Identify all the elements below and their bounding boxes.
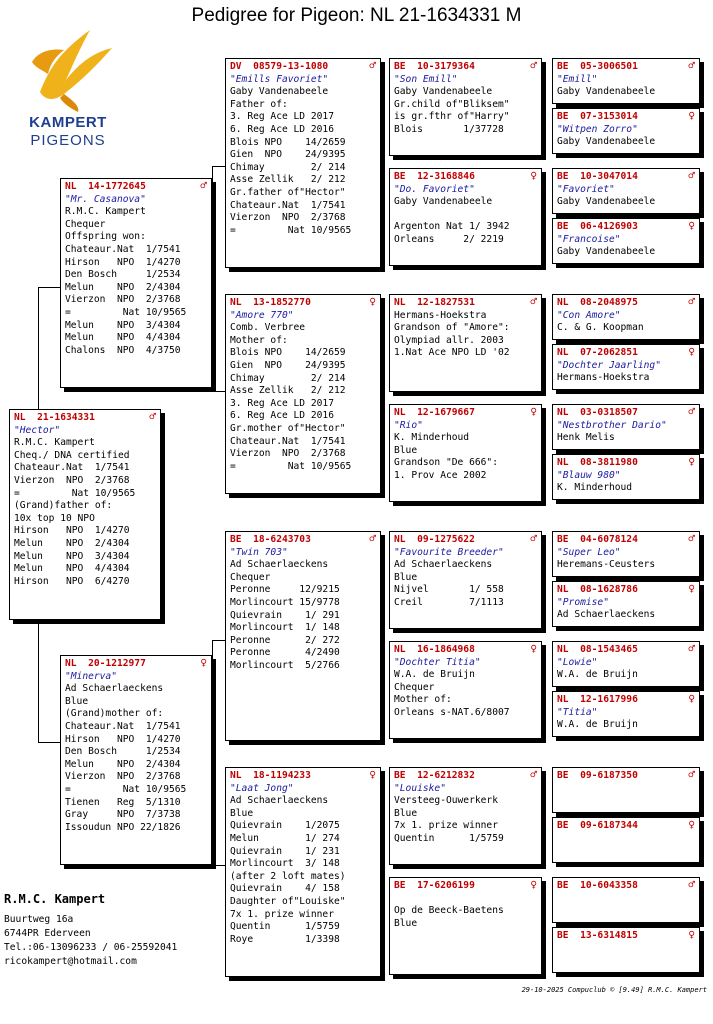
great-grandparent-card [389,404,542,502]
female-symbol-icon: ♀ [530,169,537,182]
pedigree-line: W.A. de Bruijn [394,669,475,681]
pigeon-name: "Blauw 980" [557,469,621,481]
pedigree-line: Chimay 2/ 214 [230,372,346,384]
kampert-logo [20,22,116,150]
ring-number: BE 09-6187344 [557,820,638,831]
gg-grandparent-card [552,344,700,390]
pedigree-line: Hirson NPO 1/4270 [65,256,181,268]
pedigree-line: Hermans-Hoekstra [557,372,650,384]
pedigree-line: Gaby Vandenabeele [394,86,493,98]
pedigree-line: Hermans-Hoekstra [394,309,487,321]
pigeon-name: "Favourite Breeder" [394,546,504,558]
male-symbol-icon: ♂ [688,878,695,891]
pedigree-line: = Nat 10/9565 [230,460,352,472]
pedigree-line [394,893,537,906]
ring-number: NL 07-2062851 [557,347,638,358]
pedigree-line: Creil 7/1113 [394,596,504,608]
ring-number: BE 18-6243703 [230,534,311,545]
pedigree-line: Quievrain 1/ 231 [230,845,340,857]
gg-grandparent-card [552,877,700,923]
pedigree-line: Blois NPO 14/2659 [230,347,346,359]
pedigree-line: (Grand)father of: [14,500,113,512]
pedigree-line: Op de Beeck-Baetens [394,905,504,917]
great-grandparent-card [389,767,542,865]
pedigree-line: Gaby Vandenabeele [557,246,656,258]
male-symbol-icon: ♂ [688,295,695,308]
pedigree-line: Gaby Vandenabeele [557,136,656,148]
ring-number: BE 10-3179364 [394,61,475,72]
pigeon-name: "Titia" [557,706,598,718]
gg-grandparent-card [552,817,700,863]
connector-line [38,620,39,742]
gg-grandparent-card [552,294,700,340]
pedigree-line: C. & G. Koopman [557,322,644,334]
pedigree-line: Gray NPO 7/3738 [65,809,181,821]
pedigree-line [394,209,537,222]
female-symbol-icon: ♀ [688,692,695,705]
female-symbol-icon: ♀ [688,345,695,358]
female-symbol-icon: ♀ [369,295,376,308]
pedigree-line: Roye 1/3398 [230,933,340,945]
connector-line [38,287,39,409]
ring-number: NL 08-2048975 [557,297,638,308]
pedigree-line: Ad Schaerlaeckens [230,559,329,571]
pedigree-line: Chequer [230,571,271,583]
pedigree-line: 10x top 10 NPO [14,512,95,524]
pedigree-line: Gr.mother of"Hector" [230,422,346,434]
pigeon-name: "Emills Favoriet" [230,73,329,85]
pedigree-line: Gaby Vandenabeele [230,86,329,98]
pigeon-name: "Rio" [394,419,423,431]
male-symbol-icon: ♂ [200,179,207,192]
ring-number: BE 05-3006501 [557,61,638,72]
pedigree-line: Quievrain 1/ 291 [230,609,340,621]
pedigree-line: Blue [230,807,254,819]
pedigree-line: Mother of: [394,694,452,706]
ring-number: NL 08-1543465 [557,644,638,655]
pigeon-name: "Dochter Jaarling" [557,359,661,371]
gg-grandparent-card [552,531,700,577]
pedigree-line: Orleans 2/ 2219 [394,233,504,245]
pedigree-line: Blue [65,695,89,707]
owner-email: ricokampert@hotmail.com [4,956,137,967]
great-grandparent-card [389,168,542,266]
pedigree-line: Mother of: [230,334,288,346]
pedigree-line: R.M.C. Kampert [65,206,146,218]
pigeon-name: "Con Amore" [557,309,621,321]
female-symbol-icon: ♀ [688,109,695,122]
pedigree-line: Gaby Vandenabeele [557,86,656,98]
female-symbol-icon: ♀ [688,582,695,595]
owner-city: 6744PR Ederveen [4,928,91,939]
pigeon-name: "Amore 770" [230,309,294,321]
pedigree-line: Morlincourt 3/ 148 [230,858,340,870]
owner-phone: Tel.:06-13096233 / 06-25592041 [4,942,178,953]
pigeon-name: "Laat Jong" [230,782,294,794]
pedigree-line: Father of: [230,98,288,110]
great-grandparent-card [389,294,542,392]
pedigree-line: Gr.child of"Bliksem" [394,98,510,110]
pigeon-logo-icon [20,22,116,114]
pedigree-line: Chequer [394,681,435,693]
male-symbol-icon: ♂ [530,295,537,308]
pedigree-line: Den Bosch 1/2534 [65,746,181,758]
ring-number: BE 04-6078124 [557,534,638,545]
pigeon-name: "Hector" [14,424,61,436]
pedigree-line: Gr.father of"Hector" [230,186,346,198]
owner-address: Buurtweg 16a [4,914,74,925]
female-symbol-icon: ♀ [369,768,376,781]
logo-line2: PIGEONS [30,132,106,149]
pedigree-line: Nijvel 1/ 558 [394,584,504,596]
pedigree-line: Chateaur.Nat 1/7541 [65,720,181,732]
pedigree-line: Blois 1/37728 [394,123,504,135]
ring-number: NL 16-1864968 [394,644,475,655]
pigeon-name: "Witpen Zorro" [557,123,638,135]
ring-number: DV 08579-13-1080 [230,61,329,72]
pedigree-line: Grandson of "Amore": [394,322,510,334]
ring-number: NL 20-1212977 [65,658,146,669]
ring-number: NL 21-1634331 [14,412,95,423]
male-symbol-icon: ♂ [369,532,376,545]
great-grandparent-card [389,641,542,739]
pedigree-line: Cheq./ DNA certified [14,449,130,461]
pedigree-line: Ad Schaerlaeckens [65,683,164,695]
pedigree-line: Melun NPO 2/4304 [65,281,181,293]
ring-number: NL 18-1194233 [230,770,311,781]
male-symbol-icon: ♂ [530,768,537,781]
grandparent-card [225,767,381,977]
pedigree-line: W.A. de Bruijn [557,719,638,731]
male-symbol-icon: ♂ [688,532,695,545]
ring-number: BE 13-6314815 [557,930,638,941]
footer-credit: 29-10-2025 Compuclub © [9.49] R.M.C. Kampert [521,986,707,994]
connector-line [212,640,213,865]
mother-card [60,655,212,865]
pedigree-line: Vierzon NPO 2/3768 [230,212,346,224]
pedigree-line: Melun NPO 2/4304 [65,758,181,770]
pedigree-line: Chimay 2/ 214 [230,161,346,173]
male-symbol-icon: ♂ [149,410,156,423]
connector-line [212,166,213,391]
ring-number: NL 09-1275622 [394,534,475,545]
page-title: Pedigree for Pigeon: NL 21-1634331 M [191,5,522,26]
pedigree-line: 7x 1. prize winner [394,820,498,832]
pedigree-line: Chateaur.Nat 1/7541 [14,462,130,474]
pedigree-line: = Nat 10/9565 [230,224,352,236]
pedigree-line: (Grand)mother of: [65,708,164,720]
great-grandparent-card [389,877,542,975]
pedigree-line: Peronne 12/9215 [230,584,340,596]
pedigree-line: Gaby Vandenabeele [557,196,656,208]
pigeon-name: "Lowie" [557,656,598,668]
pedigree-line: = Nat 10/9565 [65,306,187,318]
pedigree-line: Versteeg-Ouwerkerk [394,795,498,807]
connector-line [38,742,60,743]
pedigree-line: Chequer [65,218,106,230]
subject-card [9,409,161,620]
ring-number: NL 14-1772645 [65,181,146,192]
female-symbol-icon: ♀ [688,818,695,831]
pedigree-line: 1.Nat Ace NPO LD '02 [394,347,510,359]
ring-number: BE 10-3047014 [557,171,638,182]
gg-grandparent-card [552,927,700,973]
pigeon-name: "Emill" [557,73,598,85]
pedigree-line: Henk Melis [557,432,615,444]
gg-grandparent-card [552,767,700,813]
pedigree-line: 3. Reg Ace LD 2017 [230,397,334,409]
pigeon-name: "Favoriet" [557,183,615,195]
female-symbol-icon: ♀ [688,455,695,468]
female-symbol-icon: ♀ [530,878,537,891]
gg-grandparent-card [552,108,700,154]
pedigree-line: Morlincourt 15/9778 [230,596,340,608]
pedigree-line: 3. Reg Ace LD 2017 [230,111,334,123]
pigeon-name: "Promise" [557,596,609,608]
pedigree-line: K. Minderhoud [557,482,633,494]
pedigree-line: Quentin 1/5759 [230,921,340,933]
pedigree-line: Quievrain 4/ 158 [230,883,340,895]
pedigree-line: Blue [394,571,418,583]
pigeon-name: "Super Leo" [557,546,621,558]
pedigree-line: Comb. Verbree [230,322,306,334]
pedigree-line: 6. Reg Ace LD 2016 [230,123,334,135]
pedigree-line: Blue [394,444,418,456]
ring-number: NL 12-1617996 [557,694,638,705]
connector-line [212,391,225,392]
pedigree-line: Morlincourt 1/ 148 [230,622,340,634]
grandparent-card [225,531,381,741]
pedigree-line: Chateaur.Nat 1/7541 [65,243,181,255]
pigeon-name: "Son Emill" [394,73,458,85]
male-symbol-icon: ♂ [369,59,376,72]
female-symbol-icon: ♀ [200,656,207,669]
male-symbol-icon: ♂ [688,59,695,72]
gg-grandparent-card [552,454,700,500]
female-symbol-icon: ♀ [530,642,537,655]
pigeon-name: "Louiske" [394,782,446,794]
pedigree-line: Hirson NPO 6/4270 [14,575,130,587]
pedigree-line: = Nat 10/9565 [14,487,136,499]
pedigree-line: (after 2 loft mates) [230,870,346,882]
pigeon-name: "Nestbrother Dario" [557,419,667,431]
pedigree-line: Vierzon NPO 2/3768 [65,771,181,783]
pigeon-name: "Do. Favoriet" [394,183,475,195]
pedigree-line: Melun 1/ 274 [230,832,340,844]
pedigree-line: Melun NPO 3/4304 [65,319,181,331]
male-symbol-icon: ♂ [530,59,537,72]
ring-number: NL 12-1827531 [394,297,475,308]
pedigree-line: is gr.fthr of"Harry" [394,111,510,123]
pedigree-line: Peronne 4/2490 [230,647,340,659]
pedigree-line: Den Bosch 1/2534 [65,269,181,281]
connector-line [38,287,60,288]
logo-line1: KAMPERT [29,114,107,131]
connector-line [212,865,225,866]
pedigree-line: Olympiad allr. 2003 [394,334,504,346]
ring-number: BE 10-6043358 [557,880,638,891]
pedigree-line: 1. Prov Ace 2002 [394,469,487,481]
ring-number: BE 17-6206199 [394,880,475,891]
pedigree-line: Vierzon NPO 2/3768 [230,448,346,460]
ring-number: BE 09-6187350 [557,770,638,781]
ring-number: BE 12-6212832 [394,770,475,781]
pedigree-line: Chateaur.Nat 1/7541 [230,435,346,447]
pedigree-line: Ad Schaerlaeckens [557,609,656,621]
male-symbol-icon: ♂ [688,169,695,182]
pedigree-line: Ad Schaerlaeckens [230,795,329,807]
pedigree-line: Asse Zellik 2/ 212 [230,174,346,186]
female-symbol-icon: ♀ [688,219,695,232]
pedigree-line: K. Minderhoud [394,432,470,444]
male-symbol-icon: ♂ [688,405,695,418]
grandparent-card [225,58,381,268]
father-card [60,178,212,388]
pedigree-line: Melun NPO 4/4304 [14,563,130,575]
great-grandparent-card [389,58,542,156]
pedigree-line: Argenton Nat 1/ 3942 [394,221,510,233]
connector-line [212,166,225,167]
gg-grandparent-card [552,641,700,687]
pedigree-line: Morlincourt 5/2766 [230,659,340,671]
ring-number: BE 07-3153014 [557,111,638,122]
owner-name: R.M.C. Kampert [4,892,106,906]
pigeon-name: "Minerva" [65,670,117,682]
pedigree-line: Offspring won: [65,231,146,243]
pedigree-line: W.A. de Bruijn [557,669,638,681]
pedigree-line: Quievrain 1/2075 [230,820,340,832]
pedigree-line: Gien NPO 24/9395 [230,359,346,371]
pedigree-line: Ad Schaerlaeckens [394,559,493,571]
grandparent-card [225,294,381,494]
gg-grandparent-card [552,581,700,627]
ring-number: NL 08-1628786 [557,584,638,595]
pedigree-line: 7x 1. prize winner [230,908,334,920]
pedigree-line: Blue [394,807,418,819]
pedigree-line: Hirson NPO 1/4270 [65,733,181,745]
ring-number: NL 12-1679667 [394,407,475,418]
pedigree-line: Asse Zellik 2/ 212 [230,385,346,397]
ring-number: BE 12-3168846 [394,171,475,182]
pedigree-line: Quentin 1/5759 [394,832,504,844]
pedigree-line: Heremans-Ceusters [557,559,656,571]
pedigree-line: Vierzon NPO 2/3768 [14,474,130,486]
pigeon-name: "Twin 703" [230,546,288,558]
gg-grandparent-card [552,404,700,450]
gg-grandparent-card [552,691,700,737]
pedigree-line: Blue [394,917,418,929]
pedigree-line: R.M.C. Kampert [14,437,95,449]
male-symbol-icon: ♂ [688,768,695,781]
connector-line [212,640,225,641]
ring-number: NL 13-1852770 [230,297,311,308]
male-symbol-icon: ♂ [530,532,537,545]
great-grandparent-card [389,531,542,629]
pedigree-line: Blois NPO 14/2659 [230,136,346,148]
ring-number: NL 08-3811980 [557,457,638,468]
pedigree-line: = Nat 10/9565 [65,783,187,795]
ring-number: BE 06-4126903 [557,221,638,232]
gg-grandparent-card [552,58,700,104]
gg-grandparent-card [552,168,700,214]
gg-grandparent-card [552,218,700,264]
pedigree-line: Issoudun NPO 22/1826 [65,821,181,833]
pedigree-line: Gaby Vandenabeele [394,196,493,208]
ring-number: NL 03-0318507 [557,407,638,418]
pedigree-line: Tienen Reg 5/1310 [65,796,181,808]
pedigree-line: Hirson NPO 1/4270 [14,525,130,537]
pedigree-line: Daughter of"Louiske" [230,895,346,907]
pedigree-line: Grandson "De 666": [394,457,498,469]
pedigree-line: Vierzon NPO 2/3768 [65,294,181,306]
pigeon-name: "Francoise" [557,233,621,245]
pedigree-line: Melun NPO 2/4304 [14,537,130,549]
pedigree-line: 6. Reg Ace LD 2016 [230,410,334,422]
pigeon-name: "Mr. Casanova" [65,193,146,205]
female-symbol-icon: ♀ [530,405,537,418]
pedigree-line: Peronne 2/ 272 [230,634,340,646]
male-symbol-icon: ♂ [688,642,695,655]
pedigree-line: Chalons NPO 4/3750 [65,344,181,356]
pedigree-line: Melun NPO 3/4304 [14,550,130,562]
pigeon-name: "Dochter Titia" [394,656,481,668]
pedigree-line: Chateaur.Nat 1/7541 [230,199,346,211]
pedigree-line: Melun NPO 4/4304 [65,332,181,344]
pedigree-line: Gien NPO 24/9395 [230,149,346,161]
female-symbol-icon: ♀ [688,928,695,941]
pedigree-line: Orleans s-NAT.6/8007 [394,706,510,718]
